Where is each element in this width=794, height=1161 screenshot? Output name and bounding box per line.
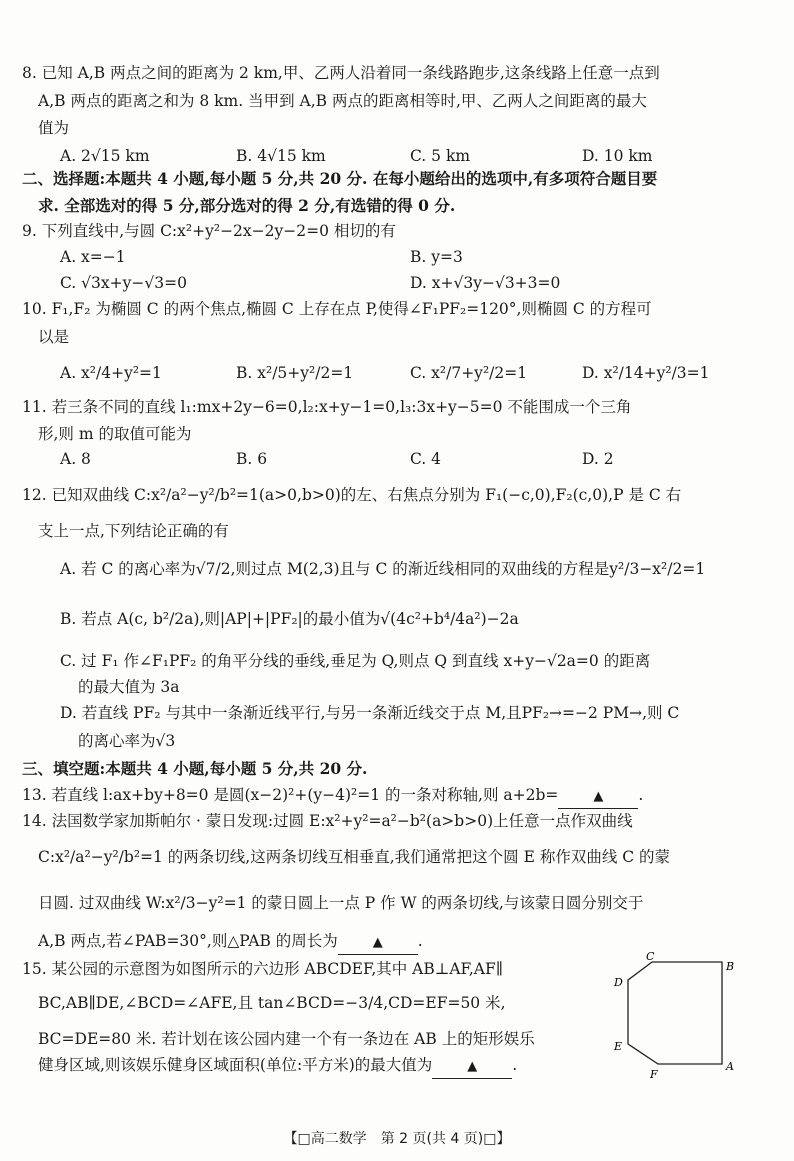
hexagon-figure [608,950,748,1085]
q8-option-b: B. 4√15 km [236,147,326,165]
q14-line2: C:x²/a²−y²/b²=1 的两条切线,这两条切线互相垂直,我们通常把这个圆 E 称作双曲线 C 的蒙 [38,848,671,866]
q11-line1: 11. 若三条不同的直线 l₁:mx+2y−6=0,l₂:x+y−1=0,l₃:3x+y−5=0 不能围成一个三角 [22,398,632,416]
q14-answer-blank[interactable] [338,930,418,955]
q15-line1: 15. 某公园的示意图为如图所示的六边形 ABCDEF,其中 AB⊥AF,AF∥ [22,960,503,978]
label-e: E [614,1040,623,1053]
q9-option-c: C. √3x+y−√3=0 [60,274,187,292]
q12-option-b: B. 若点 A(c, b²/2a),则|AP|+|PF₂|的最小值为√(4c²+b⁴/4a²)−2a [60,610,519,628]
q10-option-d: D. x²/14+y²/3=1 [582,364,710,382]
hexagon-shape [628,962,722,1064]
q13-text: 13. 若直线 l:ax+by+8=0 是圆(x−2)²+(y−4)²=1 的一条对称轴,则 a+2b= [22,786,559,804]
q12-option-a: A. 若 C 的离心率为√7/2,则过点 M(2,3)且与 C 的渐近线相同的双曲线的方程是y²/3−x²/2=1 [60,560,706,578]
q8-option-a: A. 2√15 km [60,147,150,165]
q9-option-b: B. y=3 [410,248,463,266]
label-f: F [650,1068,658,1081]
q8-line3: 值为 [38,119,70,137]
q13-line1 [22,784,643,809]
q15-text: 健身区域,则该娱乐健身区域面积(单位:平方米)的最大值为 [38,1056,433,1074]
section3-heading: 三、填空题:本题共 4 小题,每小题 5 分,共 20 分. [22,759,368,778]
q10-option-b: B. x²/5+y²/2=1 [236,364,354,382]
q12-option-d-line2: 的离心率为√3 [78,732,176,750]
label-b: B [726,960,735,973]
q8-option-d: D. 10 km [582,147,653,165]
q8-line1: 8. 已知 A,B 两点之间的距离为 2 km,甲、乙两人沿着同一条线路跑步,这条线路上任意一点到 [22,64,660,82]
blank-triangle-icon: ▲ [372,935,383,950]
q15-line3: BC=DE=80 米. 若计划在该公园内建一个有一条边在 AB 上的矩形娱乐 [38,1030,535,1048]
label-a: A [726,1060,734,1073]
q13-period: . [638,786,644,804]
q8-line2: A,B 两点的距离之和为 8 km. 当甲到 A,B 两点的距离相等时,甲、乙两人之间距离的最大 [38,92,647,110]
label-c: C [646,950,655,963]
q9-line1: 9. 下列直线中,与圆 C:x²+y²−2x−2y−2=0 相切的有 [22,222,396,240]
q14-line1: 14. 法国数学家加斯帕尔 · 蒙日发现:过圆 E:x²+y²=a²−b²(a>b>0)上任意一点作双曲线 [22,812,633,830]
q14-line4 [38,930,423,955]
q12-line1: 12. 已知双曲线 C:x²/a²−y²/b²=1(a>0,b>0)的左、右焦点分别为 F₁(−c,0),F₂(c,0),P 是 C 右 [22,486,682,504]
q12-option-c-line1: C. 过 F₁ 作∠F₁PF₂ 的角平分线的垂线,垂足为 Q,则点 Q 到直线 x+y−√2a=0 的距离 [60,652,651,670]
section2-heading-line2: 求. 全部选对的得 5 分,部分选对的得 2 分,有选错的得 0 分. [38,196,456,215]
q8-option-c: C. 5 km [410,147,471,165]
q12-option-c-line2: 的最大值为 3a [78,678,180,696]
label-d: D [614,976,623,989]
q13-answer-blank[interactable] [558,784,638,809]
q11-option-b: B. 6 [236,450,268,468]
q11-option-d: D. 2 [582,450,614,468]
q12-line2: 支上一点,下列结论正确的有 [38,522,229,540]
q14-line3: 日圆. 过双曲线 W:x²/3−y²=1 的蒙日圆上一点 P 作 W 的两条切线,与该蒙日圆分别交于 [38,894,644,912]
q15-line4 [38,1054,517,1079]
q11-option-a: A. 8 [60,450,91,468]
blank-triangle-icon: ▲ [467,1059,478,1074]
q11-line2: 形,则 m 的取值可能为 [38,425,192,443]
page-footer: 【□高二数学 第 2 页(共 4 页)□】 [283,1131,511,1147]
q15-line2: BC,AB∥DE,∠BCD=∠AFE,且 tan∠BCD=−3/4,CD=EF=50 米, [38,994,506,1012]
section2-heading-line1: 二、选择题:本题共 4 小题,每小题 5 分,共 20 分. 在每小题给出的选项中,有多项符合题目要 [22,169,658,188]
q9-option-d: D. x+√3y−√3+3=0 [410,274,561,292]
q10-option-a: A. x²/4+y²=1 [60,364,162,382]
q12-option-d-line1: D. 若直线 PF₂ 与其中一条渐近线平行,与另一条渐近线交于点 M,且PF₂→=−2 PM→,则 C [60,704,680,722]
q10-line1: 10. F₁,F₂ 为椭圆 C 的两个焦点,椭圆 C 上存在点 P,使得∠F₁PF₂=120°,则椭圆 C 的方程可 [22,300,652,318]
q10-line2: 以是 [38,328,70,346]
q10-option-c: C. x²/7+y²/2=1 [410,364,528,382]
q14-period: . [417,932,423,950]
blank-triangle-icon: ▲ [593,789,604,804]
q15-period: . [512,1056,518,1074]
q14-text: A,B 两点,若∠PAB=30°,则△PAB 的周长为 [38,932,338,950]
q11-option-c: C. 4 [410,450,442,468]
q9-option-a: A. x=−1 [60,248,126,266]
q15-answer-blank[interactable] [432,1054,512,1079]
